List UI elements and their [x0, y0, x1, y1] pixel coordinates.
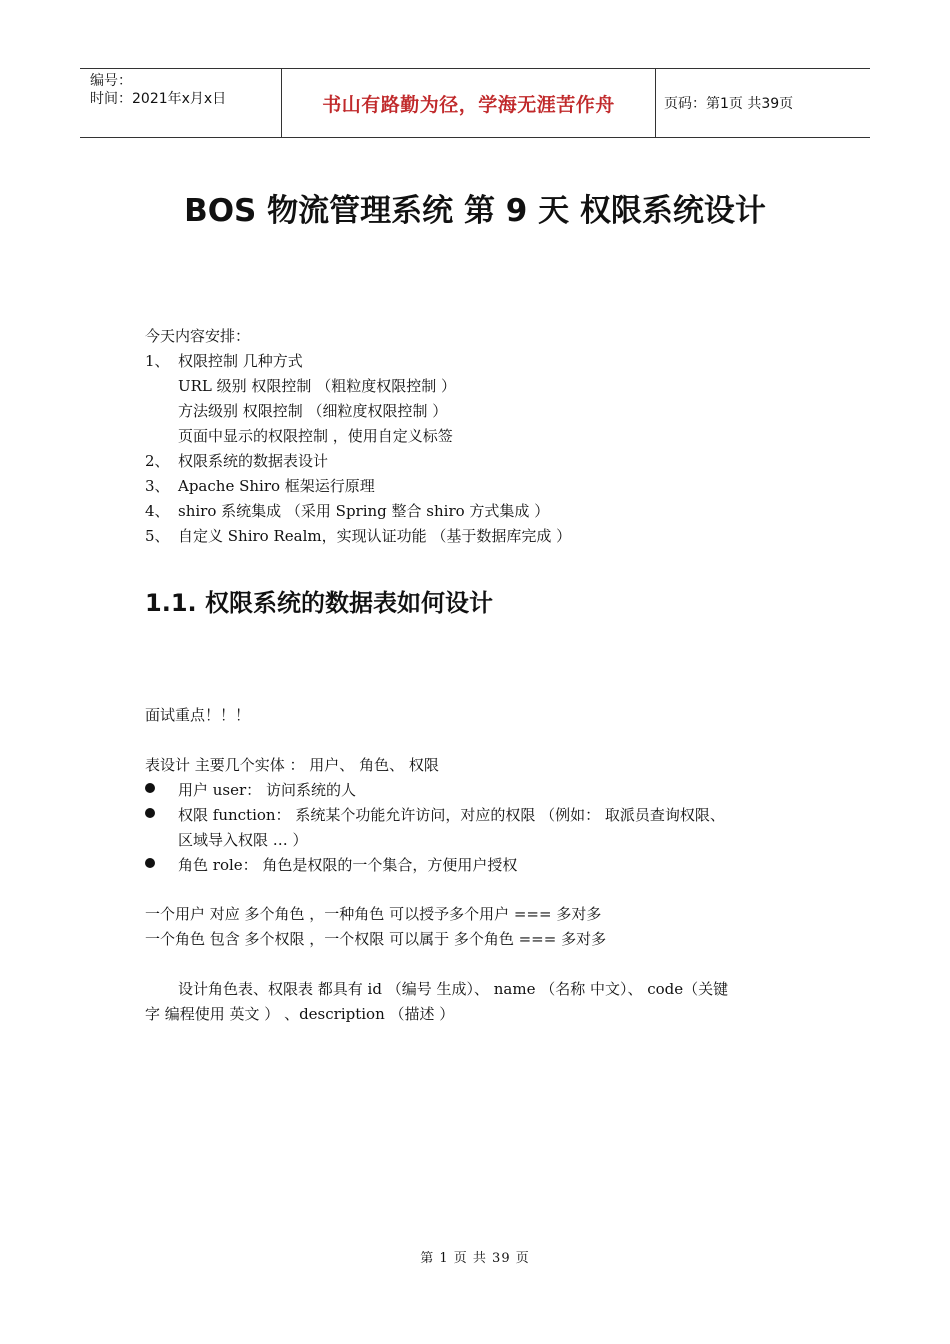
entities-intro: 表设计 主要几个实体 ： 用户、 角色、 权限 [145, 756, 439, 774]
agenda-number: 1、 [145, 352, 170, 370]
agenda-intro: 今天内容安排： [145, 327, 251, 345]
bullet-dot [145, 858, 155, 868]
time-label: 时间：2021年x月x日 [90, 91, 227, 107]
agenda-item: 权限控制 几种方式 [178, 352, 303, 370]
agenda-number: 5、 [145, 527, 170, 545]
bullet-text: 用户 user： 访问系统的人 [178, 781, 356, 799]
agenda-item: 权限系统的数据表设计 [178, 452, 329, 470]
agenda-item: shiro 系统集成 （采用 Spring 整合 shiro 方式集成 ） [178, 502, 550, 520]
section-heading: 1.1. 权限系统的数据表如何设计 [145, 589, 493, 617]
bullet-text-continued: 区域导入权限 … ） [178, 831, 308, 849]
bullet-dot [145, 808, 155, 818]
relation-line: 一个角色 包含 多个权限 ，一个权限 可以属于 多个角色 === 多对多 [145, 930, 607, 948]
agenda-subitem: URL 级别 权限控制 （粗粒度权限控制 ） [178, 377, 456, 395]
page-footer: 第 1 页 共 39 页 [420, 1251, 530, 1266]
design-note: 设计角色表、权限表 都具有 id （编号 生成）、 name （名称 中文）、 code（关键 [178, 980, 729, 998]
header-meta-cell [80, 69, 281, 137]
design-note-continued: 字 编程使用 英文 ） 、description （描述 ） [145, 1005, 455, 1023]
document-header [80, 68, 870, 138]
bullet-text: 权限 function： 系统某个功能允许访问，对应的权限 （例如： 取派员查询权限、 [178, 806, 725, 824]
agenda-subitem: 页面中显示的权限控制 ，使用自定义标签 [178, 427, 453, 445]
bullet-dot [145, 783, 155, 793]
bullet-text: 角色 role： 角色是权限的一个集合，方便用户授权 [178, 856, 518, 874]
header-motto-cell [281, 69, 656, 137]
agenda-number: 4、 [145, 502, 170, 520]
number-label: 编号： [90, 73, 132, 89]
agenda-item: Apache Shiro 框架运行原理 [178, 477, 375, 495]
agenda-subitem: 方法级别 权限控制 （细粒度权限控制 ） [178, 402, 448, 420]
relation-line: 一个用户 对应 多个角色 ，一种角色 可以授予多个用户 === 多对多 [145, 905, 602, 923]
agenda-item: 自定义 Shiro Realm，实现认证功能 （基于数据库完成 ） [178, 527, 572, 545]
interview-note: 面试重点！！！ [145, 706, 251, 724]
header-page-cell [655, 69, 870, 137]
agenda-number: 3、 [145, 477, 170, 495]
agenda-number: 2、 [145, 452, 170, 470]
motto-text: 书山有路勤为径，学海无涯苦作舟 [322, 93, 615, 116]
document-title: BOS 物流管理系统 第 9 天 权限系统设计 [184, 193, 766, 229]
page-reference: 页码：第1页 共39页 [664, 96, 794, 112]
